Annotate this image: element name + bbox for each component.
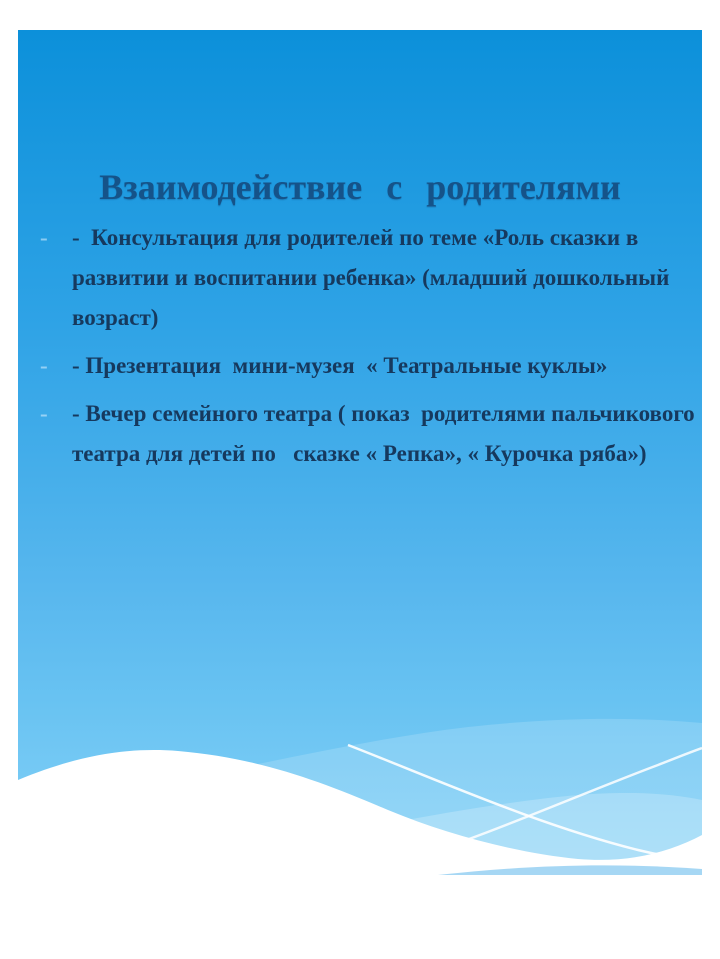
bullet-dash: - bbox=[40, 353, 48, 378]
bullet-dash: - bbox=[40, 225, 48, 250]
bullet-text-line: театра для детей по сказке « Репка», « Курочка ряба») bbox=[72, 441, 647, 466]
bullet-text-line: развитии и воспитании ребенка» (младший дошкольный bbox=[72, 265, 670, 290]
list-item bbox=[40, 218, 670, 338]
list-item bbox=[40, 346, 648, 386]
bullet-text-line: - Вечер семейного театра ( показ родителями пальчикового bbox=[72, 401, 695, 426]
bullet-text-line: - Презентация мини-музея « Театральные куклы» bbox=[72, 353, 608, 378]
bottom-wave-decoration bbox=[18, 685, 702, 875]
bullet-list bbox=[40, 218, 695, 474]
list-item bbox=[40, 394, 695, 474]
bullet-dash: - bbox=[40, 401, 48, 426]
bullet-text-line: - Консультация для родителей по теме «Роль сказки в bbox=[72, 225, 639, 250]
bullet-text-line: возраст) bbox=[72, 305, 159, 330]
presentation-slide bbox=[18, 30, 702, 875]
slide-title: Взаимодействие с родителями bbox=[99, 167, 621, 207]
slide-content bbox=[18, 30, 702, 474]
